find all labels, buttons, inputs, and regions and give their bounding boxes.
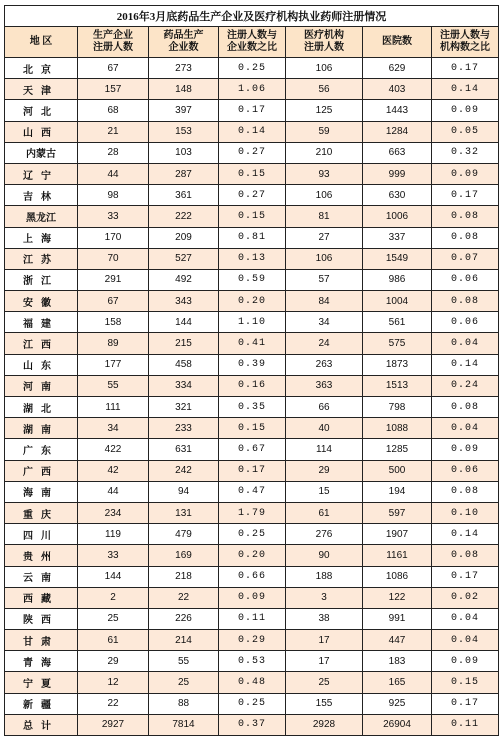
value-cell: 925 xyxy=(363,693,432,714)
value-cell: 226 xyxy=(149,608,219,629)
ratio-cell: 1.10 xyxy=(219,312,286,333)
value-cell: 59 xyxy=(286,121,363,142)
value-cell: 233 xyxy=(149,418,219,439)
region-cell: 内蒙古 xyxy=(5,142,78,163)
value-cell: 26904 xyxy=(363,714,432,735)
region-cell: 宁夏 xyxy=(5,672,78,693)
column-header xyxy=(78,27,149,58)
value-cell: 157 xyxy=(78,79,149,100)
table-row xyxy=(5,269,499,290)
value-cell: 33 xyxy=(78,206,149,227)
value-cell: 119 xyxy=(78,524,149,545)
ratio-cell: 0.08 xyxy=(432,206,499,227)
value-cell: 17 xyxy=(286,651,363,672)
ratio-cell: 0.07 xyxy=(432,248,499,269)
region-cell: 湖北 xyxy=(5,397,78,418)
table-row xyxy=(5,460,499,481)
value-cell: 34 xyxy=(78,418,149,439)
table-row xyxy=(5,566,499,587)
value-cell: 61 xyxy=(286,502,363,523)
ratio-cell: 0.81 xyxy=(219,227,286,248)
ratio-cell: 0.25 xyxy=(219,58,286,79)
column-header xyxy=(149,27,219,58)
ratio-cell: 0.08 xyxy=(432,227,499,248)
table-row xyxy=(5,375,499,396)
ratio-cell: 0.14 xyxy=(432,524,499,545)
ratio-cell: 0.10 xyxy=(432,502,499,523)
value-cell: 334 xyxy=(149,375,219,396)
value-cell: 222 xyxy=(149,206,219,227)
region-cell: 黑龙江 xyxy=(5,206,78,227)
value-cell: 38 xyxy=(286,608,363,629)
value-cell: 194 xyxy=(363,481,432,502)
region-cell: 江苏 xyxy=(5,248,78,269)
table-row xyxy=(5,227,499,248)
column-header-line: 医疗机构 xyxy=(304,30,344,41)
value-cell: 40 xyxy=(286,418,363,439)
table-row xyxy=(5,502,499,523)
region-cell: 新疆 xyxy=(5,693,78,714)
table-row xyxy=(5,481,499,502)
ratio-cell: 0.39 xyxy=(219,354,286,375)
ratio-cell: 0.17 xyxy=(432,693,499,714)
value-cell: 1443 xyxy=(363,100,432,121)
value-cell: 22 xyxy=(78,693,149,714)
value-cell: 17 xyxy=(286,630,363,651)
value-cell: 106 xyxy=(286,248,363,269)
column-header-line: 生产企业 xyxy=(93,30,133,41)
ratio-cell: 0.08 xyxy=(432,291,499,312)
column-header-line: 地 区 xyxy=(29,36,53,47)
value-cell: 144 xyxy=(149,312,219,333)
column-header xyxy=(219,27,286,58)
value-cell: 114 xyxy=(286,439,363,460)
value-cell: 287 xyxy=(149,163,219,184)
value-cell: 183 xyxy=(363,651,432,672)
value-cell: 986 xyxy=(363,269,432,290)
table-row xyxy=(5,354,499,375)
value-cell: 1086 xyxy=(363,566,432,587)
value-cell: 458 xyxy=(149,354,219,375)
value-cell: 1004 xyxy=(363,291,432,312)
region-cell: 安徽 xyxy=(5,291,78,312)
value-cell: 575 xyxy=(363,333,432,354)
value-cell: 798 xyxy=(363,397,432,418)
region-cell: 总计 xyxy=(5,714,78,735)
value-cell: 57 xyxy=(286,269,363,290)
value-cell: 663 xyxy=(363,142,432,163)
value-cell: 42 xyxy=(78,460,149,481)
value-cell: 22 xyxy=(149,587,219,608)
ratio-cell: 0.04 xyxy=(432,418,499,439)
value-cell: 2927 xyxy=(78,714,149,735)
table-row xyxy=(5,397,499,418)
column-header-line: 注册人数与 xyxy=(440,30,490,41)
region-cell: 海南 xyxy=(5,481,78,502)
value-cell: 70 xyxy=(78,248,149,269)
table-row xyxy=(5,693,499,714)
value-cell: 34 xyxy=(286,312,363,333)
region-cell: 江西 xyxy=(5,333,78,354)
value-cell: 1549 xyxy=(363,248,432,269)
ratio-cell: 0.27 xyxy=(219,142,286,163)
value-cell: 67 xyxy=(78,58,149,79)
value-cell: 1006 xyxy=(363,206,432,227)
ratio-cell: 0.14 xyxy=(219,121,286,142)
value-cell: 165 xyxy=(363,672,432,693)
ratio-cell: 0.53 xyxy=(219,651,286,672)
value-cell: 131 xyxy=(149,502,219,523)
ratio-cell: 0.15 xyxy=(219,418,286,439)
value-cell: 209 xyxy=(149,227,219,248)
ratio-cell: 0.59 xyxy=(219,269,286,290)
value-cell: 218 xyxy=(149,566,219,587)
ratio-cell: 0.25 xyxy=(219,524,286,545)
ratio-cell: 0.09 xyxy=(432,100,499,121)
ratio-cell: 1.79 xyxy=(219,502,286,523)
value-cell: 67 xyxy=(78,291,149,312)
value-cell: 15 xyxy=(286,481,363,502)
region-cell: 河南 xyxy=(5,375,78,396)
ratio-cell: 0.08 xyxy=(432,397,499,418)
column-header-line: 企业数 xyxy=(168,42,199,53)
value-cell: 2928 xyxy=(286,714,363,735)
header-row xyxy=(5,27,499,58)
ratio-cell: 0.20 xyxy=(219,291,286,312)
ratio-cell: 0.25 xyxy=(219,693,286,714)
table-row xyxy=(5,418,499,439)
value-cell: 81 xyxy=(286,206,363,227)
value-cell: 56 xyxy=(286,79,363,100)
region-cell: 陕西 xyxy=(5,608,78,629)
value-cell: 479 xyxy=(149,524,219,545)
value-cell: 492 xyxy=(149,269,219,290)
value-cell: 500 xyxy=(363,460,432,481)
ratio-cell: 0.08 xyxy=(432,545,499,566)
column-header xyxy=(286,27,363,58)
region-cell: 西藏 xyxy=(5,587,78,608)
column-header-line: 注册人数 xyxy=(93,42,133,53)
value-cell: 991 xyxy=(363,608,432,629)
value-cell: 68 xyxy=(78,100,149,121)
value-cell: 1513 xyxy=(363,375,432,396)
ratio-cell: 0.16 xyxy=(219,375,286,396)
column-header-line: 机构数之比 xyxy=(440,42,490,53)
table-row xyxy=(5,291,499,312)
value-cell: 403 xyxy=(363,79,432,100)
ratio-cell: 0.32 xyxy=(432,142,499,163)
value-cell: 103 xyxy=(149,142,219,163)
value-cell: 155 xyxy=(286,693,363,714)
registration-table xyxy=(4,5,499,736)
value-cell: 169 xyxy=(149,545,219,566)
ratio-cell: 0.09 xyxy=(432,651,499,672)
ratio-cell: 0.11 xyxy=(219,608,286,629)
ratio-cell: 0.04 xyxy=(432,608,499,629)
ratio-cell: 0.15 xyxy=(432,672,499,693)
value-cell: 66 xyxy=(286,397,363,418)
value-cell: 7814 xyxy=(149,714,219,735)
region-cell: 广东 xyxy=(5,439,78,460)
value-cell: 111 xyxy=(78,397,149,418)
region-cell: 青海 xyxy=(5,651,78,672)
region-cell: 北京 xyxy=(5,58,78,79)
value-cell: 597 xyxy=(363,502,432,523)
ratio-cell: 0.08 xyxy=(432,481,499,502)
ratio-cell: 0.17 xyxy=(219,100,286,121)
table-row xyxy=(5,58,499,79)
value-cell: 90 xyxy=(286,545,363,566)
region-cell: 广西 xyxy=(5,460,78,481)
value-cell: 29 xyxy=(286,460,363,481)
ratio-cell: 0.27 xyxy=(219,185,286,206)
value-cell: 1873 xyxy=(363,354,432,375)
value-cell: 61 xyxy=(78,630,149,651)
ratio-cell: 0.24 xyxy=(432,375,499,396)
table-row xyxy=(5,312,499,333)
region-cell: 福建 xyxy=(5,312,78,333)
region-cell: 甘肃 xyxy=(5,630,78,651)
ratio-cell: 0.66 xyxy=(219,566,286,587)
value-cell: 263 xyxy=(286,354,363,375)
value-cell: 44 xyxy=(78,163,149,184)
region-cell: 贵州 xyxy=(5,545,78,566)
column-header-line: 注册人数 xyxy=(304,42,344,53)
value-cell: 106 xyxy=(286,185,363,206)
table-row xyxy=(5,608,499,629)
value-cell: 215 xyxy=(149,333,219,354)
total-row xyxy=(5,714,499,735)
ratio-cell: 0.04 xyxy=(432,333,499,354)
table-row xyxy=(5,587,499,608)
value-cell: 422 xyxy=(78,439,149,460)
ratio-cell: 0.14 xyxy=(432,79,499,100)
region-cell: 山东 xyxy=(5,354,78,375)
region-cell: 浙江 xyxy=(5,269,78,290)
ratio-cell: 0.20 xyxy=(219,545,286,566)
table-row xyxy=(5,163,499,184)
value-cell: 361 xyxy=(149,185,219,206)
value-cell: 999 xyxy=(363,163,432,184)
value-cell: 55 xyxy=(78,375,149,396)
value-cell: 276 xyxy=(286,524,363,545)
value-cell: 125 xyxy=(286,100,363,121)
column-header-line: 企业数之比 xyxy=(227,42,277,53)
column-header xyxy=(5,27,78,58)
value-cell: 447 xyxy=(363,630,432,651)
value-cell: 397 xyxy=(149,100,219,121)
table-row xyxy=(5,651,499,672)
ratio-cell: 0.13 xyxy=(219,248,286,269)
ratio-cell: 0.06 xyxy=(432,312,499,333)
value-cell: 1088 xyxy=(363,418,432,439)
table-row xyxy=(5,545,499,566)
value-cell: 1161 xyxy=(363,545,432,566)
ratio-cell: 0.06 xyxy=(432,460,499,481)
column-header-line: 注册人数与 xyxy=(227,30,277,41)
value-cell: 242 xyxy=(149,460,219,481)
value-cell: 170 xyxy=(78,227,149,248)
ratio-cell: 0.15 xyxy=(219,163,286,184)
ratio-cell: 0.11 xyxy=(432,714,499,735)
ratio-cell: 0.02 xyxy=(432,587,499,608)
value-cell: 291 xyxy=(78,269,149,290)
value-cell: 1907 xyxy=(363,524,432,545)
table-row xyxy=(5,248,499,269)
ratio-cell: 0.29 xyxy=(219,630,286,651)
value-cell: 337 xyxy=(363,227,432,248)
value-cell: 2 xyxy=(78,587,149,608)
value-cell: 55 xyxy=(149,651,219,672)
value-cell: 24 xyxy=(286,333,363,354)
column-header-line: 医院数 xyxy=(382,36,412,47)
table-row xyxy=(5,524,499,545)
table-row xyxy=(5,121,499,142)
value-cell: 214 xyxy=(149,630,219,651)
value-cell: 25 xyxy=(78,608,149,629)
ratio-cell: 0.41 xyxy=(219,333,286,354)
value-cell: 188 xyxy=(286,566,363,587)
ratio-cell: 0.14 xyxy=(432,354,499,375)
value-cell: 94 xyxy=(149,481,219,502)
ratio-cell: 0.04 xyxy=(432,630,499,651)
ratio-cell: 0.17 xyxy=(432,566,499,587)
value-cell: 210 xyxy=(286,142,363,163)
table-row xyxy=(5,439,499,460)
value-cell: 273 xyxy=(149,58,219,79)
ratio-cell: 0.17 xyxy=(432,58,499,79)
value-cell: 363 xyxy=(286,375,363,396)
value-cell: 84 xyxy=(286,291,363,312)
region-cell: 天津 xyxy=(5,79,78,100)
table-row xyxy=(5,333,499,354)
region-cell: 重庆 xyxy=(5,502,78,523)
column-header-line: 药品生产 xyxy=(163,30,204,41)
ratio-cell: 0.15 xyxy=(219,206,286,227)
value-cell: 27 xyxy=(286,227,363,248)
region-cell: 河北 xyxy=(5,100,78,121)
table-row xyxy=(5,672,499,693)
value-cell: 122 xyxy=(363,587,432,608)
ratio-cell: 0.48 xyxy=(219,672,286,693)
region-cell: 吉林 xyxy=(5,185,78,206)
ratio-cell: 0.67 xyxy=(219,439,286,460)
column-header xyxy=(432,27,499,58)
region-cell: 云南 xyxy=(5,566,78,587)
value-cell: 1284 xyxy=(363,121,432,142)
ratio-cell: 0.35 xyxy=(219,397,286,418)
value-cell: 3 xyxy=(286,587,363,608)
value-cell: 89 xyxy=(78,333,149,354)
table-row xyxy=(5,142,499,163)
value-cell: 630 xyxy=(363,185,432,206)
value-cell: 29 xyxy=(78,651,149,672)
table-row xyxy=(5,79,499,100)
ratio-cell: 0.17 xyxy=(432,185,499,206)
ratio-cell: 0.06 xyxy=(432,269,499,290)
region-cell: 湖南 xyxy=(5,418,78,439)
ratio-cell: 1.06 xyxy=(219,79,286,100)
ratio-cell: 0.09 xyxy=(432,163,499,184)
ratio-cell: 0.09 xyxy=(219,587,286,608)
value-cell: 25 xyxy=(149,672,219,693)
table-title: 2016年3月底药品生产企业及医疗机构执业药师注册情况 xyxy=(5,6,499,27)
value-cell: 153 xyxy=(149,121,219,142)
value-cell: 21 xyxy=(78,121,149,142)
value-cell: 28 xyxy=(78,142,149,163)
table-row xyxy=(5,630,499,651)
value-cell: 93 xyxy=(286,163,363,184)
ratio-cell: 0.47 xyxy=(219,481,286,502)
value-cell: 177 xyxy=(78,354,149,375)
value-cell: 234 xyxy=(78,502,149,523)
column-header xyxy=(363,27,432,58)
value-cell: 561 xyxy=(363,312,432,333)
value-cell: 44 xyxy=(78,481,149,502)
value-cell: 148 xyxy=(149,79,219,100)
value-cell: 1285 xyxy=(363,439,432,460)
value-cell: 629 xyxy=(363,58,432,79)
title-row xyxy=(5,6,499,27)
value-cell: 12 xyxy=(78,672,149,693)
region-cell: 四川 xyxy=(5,524,78,545)
ratio-cell: 0.09 xyxy=(432,439,499,460)
value-cell: 144 xyxy=(78,566,149,587)
ratio-cell: 0.05 xyxy=(432,121,499,142)
table-body xyxy=(5,58,499,736)
ratio-cell: 0.37 xyxy=(219,714,286,735)
value-cell: 158 xyxy=(78,312,149,333)
region-cell: 上海 xyxy=(5,227,78,248)
value-cell: 88 xyxy=(149,693,219,714)
value-cell: 321 xyxy=(149,397,219,418)
value-cell: 33 xyxy=(78,545,149,566)
value-cell: 25 xyxy=(286,672,363,693)
value-cell: 98 xyxy=(78,185,149,206)
table-row xyxy=(5,185,499,206)
value-cell: 527 xyxy=(149,248,219,269)
table-row xyxy=(5,206,499,227)
region-cell: 辽宁 xyxy=(5,163,78,184)
value-cell: 106 xyxy=(286,58,363,79)
ratio-cell: 0.17 xyxy=(219,460,286,481)
table-row xyxy=(5,100,499,121)
value-cell: 343 xyxy=(149,291,219,312)
region-cell: 山西 xyxy=(5,121,78,142)
value-cell: 631 xyxy=(149,439,219,460)
